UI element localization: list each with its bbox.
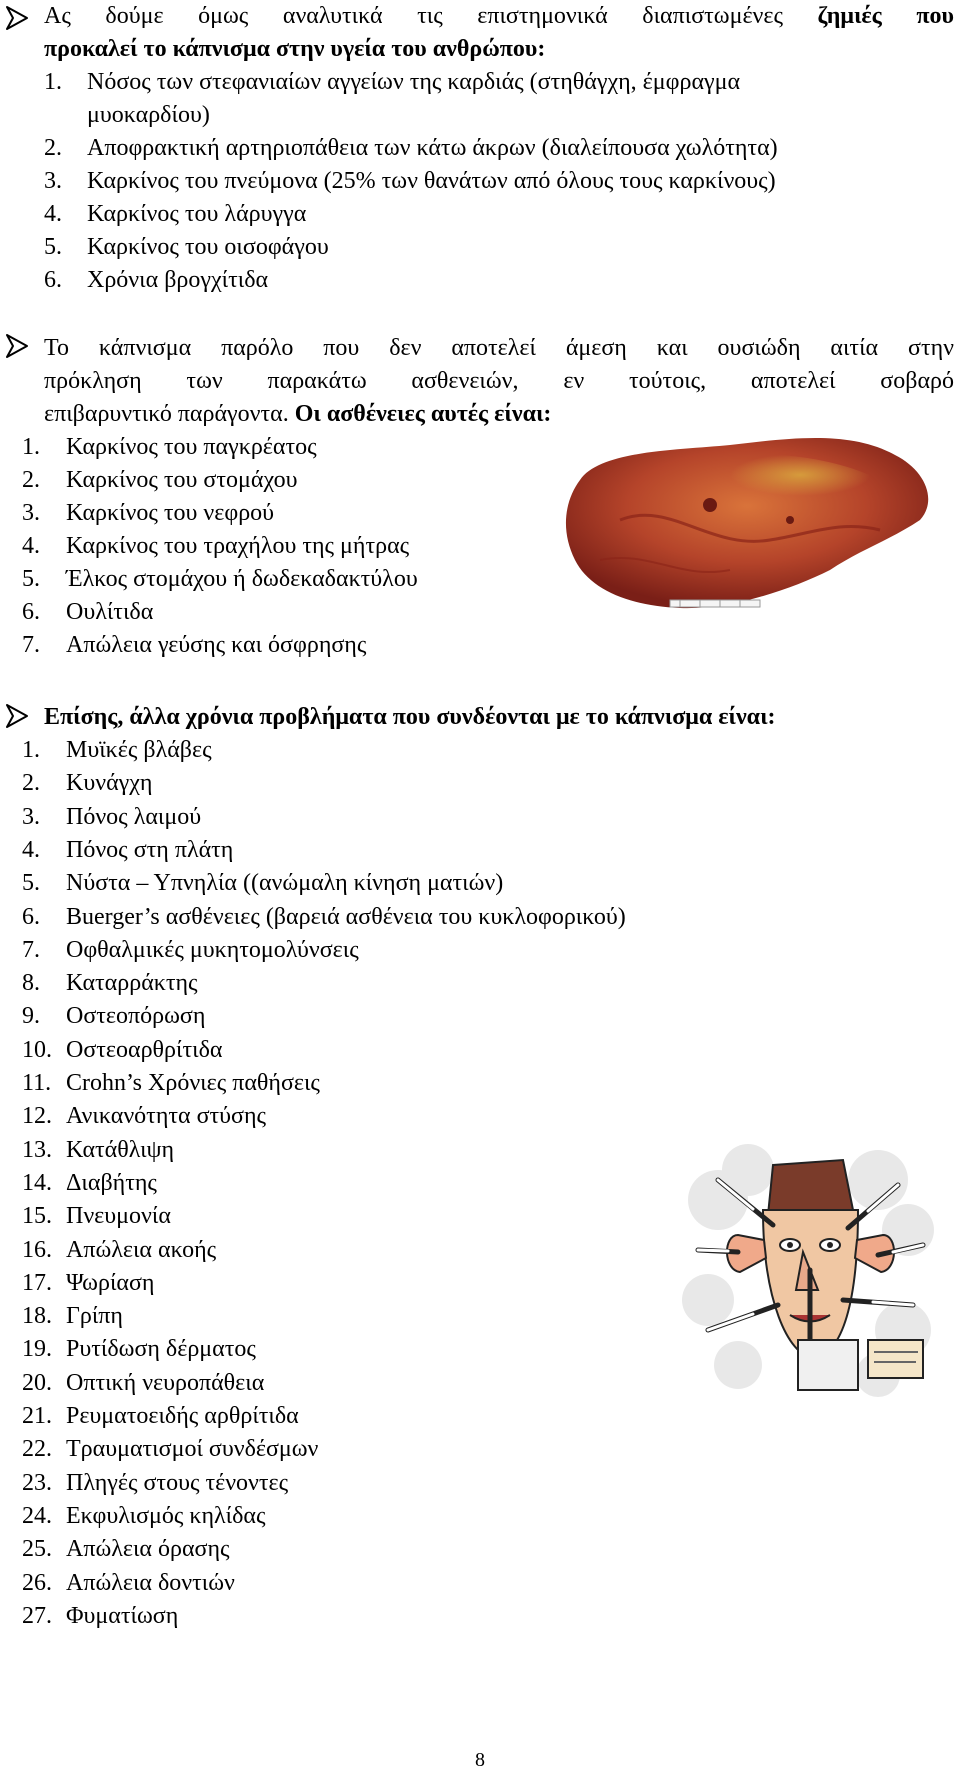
list-item-text: Έλκος στομάχου ή δωδεκαδακτύλου xyxy=(66,566,418,592)
paragraph-line: Το κάπνισμα παρόλο που δεν αποτελεί άμεση και ουσιώδη αιτία στην xyxy=(44,335,954,361)
list-item xyxy=(44,198,306,231)
paragraph-line: πρόκληση των παρακάτω ασθενειών, εν τούτοις, αποτελεί σοβαρό xyxy=(44,368,954,394)
list-item-number: 26. xyxy=(22,1569,52,1596)
list-item xyxy=(22,1000,205,1033)
intro-paragraph-line xyxy=(44,0,954,33)
list-item-number: 6. xyxy=(22,599,40,625)
list-item xyxy=(44,264,268,297)
list-item-text: Αποφρακτική αρτηριοπάθεια των κάτω άκρων (διαλείπουσα χωλότητα) xyxy=(87,135,778,161)
list-item-text: Φυματίωση xyxy=(66,1602,179,1629)
list-item-number: 7. xyxy=(22,936,40,963)
list-item-number: 23. xyxy=(22,1469,52,1496)
section-heading xyxy=(44,701,776,734)
bullet-arrow-icon xyxy=(4,4,30,32)
list-item xyxy=(22,1567,235,1600)
section-heading-text: Επίσης, άλλα χρόνια προβλήματα που συνδέονται με το κάπνισμα είναι: xyxy=(44,704,776,730)
list-item xyxy=(22,1167,157,1200)
list-item-number: 1. xyxy=(44,69,62,95)
list-item xyxy=(22,1067,320,1100)
list-item-number: 5. xyxy=(22,870,40,897)
list-item xyxy=(22,464,297,497)
list-item-number: 3. xyxy=(22,803,40,830)
list-item-number: 5. xyxy=(22,566,40,592)
bullet-arrow-icon xyxy=(4,702,30,730)
list-item xyxy=(22,1467,288,1500)
list-item-number: 3. xyxy=(44,168,62,194)
list-item-number: 18. xyxy=(22,1303,52,1330)
list-item-text: Οστεοαρθρίτιδα xyxy=(66,1036,223,1063)
list-item-number: 2. xyxy=(22,770,40,797)
list-item-number: 16. xyxy=(22,1236,52,1263)
list-item-text: Καταρράκτης xyxy=(66,970,198,997)
list-item-text: Ρυτίδωση δέρματος xyxy=(66,1336,256,1363)
list-item xyxy=(22,563,418,596)
list-item-text: Εκφυλισμός κηλίδας xyxy=(66,1502,266,1529)
list-item xyxy=(22,1200,171,1233)
list-item-text: Απώλεια δοντιών xyxy=(66,1569,235,1596)
intro-heading xyxy=(44,33,545,66)
list-item-text: Πνευμονία xyxy=(66,1203,171,1230)
damaged-liver-image xyxy=(560,430,940,630)
list-item xyxy=(22,1500,266,1533)
list-item-text: Καρκίνος του παγκρέατος xyxy=(66,434,317,460)
list-item-text: Καρκίνος του στομάχου xyxy=(66,467,298,493)
list-item-number: 3. xyxy=(22,500,40,526)
list-item xyxy=(22,596,153,629)
page-number: 8 xyxy=(475,1749,485,1771)
paragraph-text: επιβαρυντικό παράγοντα. xyxy=(44,401,295,427)
list-item-text: μυοκαρδίου) xyxy=(87,102,210,128)
intro-bold-text: ζημιές που xyxy=(817,3,954,29)
list-item xyxy=(22,1234,216,1267)
list-item-number: 4. xyxy=(44,201,62,227)
list-item-text: Κυνάγχη xyxy=(66,770,153,797)
list-item xyxy=(44,132,778,165)
list-item-text: Πληγές στους τένοντες xyxy=(66,1469,289,1496)
intro-bold-text: προκαλεί το κάπνισμα στην υγεία του ανθρώπου: xyxy=(44,36,546,62)
list-item xyxy=(22,834,233,867)
list-item-text: Buerger’s ασθένειες (βαρειά ασθένεια του κυκλοφορικού) xyxy=(66,903,626,930)
intro-text: Ας δούμε όμως αναλυτικά τις επιστημονικά διαπιστωμένες xyxy=(44,3,818,29)
list-item-text: Νόσος των στεφανιαίων αγγείων της καρδιάς (στηθάγχη, έμφραγμα xyxy=(87,69,741,95)
list-item-number: 7. xyxy=(22,632,40,658)
list-item xyxy=(22,867,503,900)
list-item xyxy=(44,66,740,99)
list-item xyxy=(22,431,317,464)
list-item-text: Καρκίνος του λάρυγγα xyxy=(87,201,307,227)
paragraph-line xyxy=(44,398,551,431)
list-item-text: Οφθαλμικές μυκητομολύνσεις xyxy=(66,936,359,963)
list-item xyxy=(44,99,210,132)
list-item-number: 2. xyxy=(44,135,62,161)
list-item-text: Καρκίνος του οισοφάγου xyxy=(87,234,329,260)
list-item xyxy=(22,530,409,563)
list-item xyxy=(22,1100,266,1133)
list-item xyxy=(22,1333,256,1366)
list-item xyxy=(22,1533,230,1566)
list-item-number: 4. xyxy=(22,836,40,863)
list-item xyxy=(22,934,359,967)
list-item xyxy=(22,734,212,767)
list-item-number: 10. xyxy=(22,1036,52,1063)
list-item-text: Καρκίνος του τραχήλου της μήτρας xyxy=(66,533,410,559)
list-item xyxy=(22,767,152,800)
list-item-text: Κατάθλιψη xyxy=(66,1136,175,1163)
list-item-number: 4. xyxy=(22,533,40,559)
bullet-arrow-icon xyxy=(4,332,30,360)
list-item-number: 1. xyxy=(22,434,40,460)
list-item-text: Διαβήτης xyxy=(66,1169,157,1196)
list-item-text: Ρευματοειδής αρθρίτιδα xyxy=(66,1403,299,1429)
list-item-number: 24. xyxy=(22,1502,52,1529)
list-item-number: 6. xyxy=(44,267,62,293)
list-item-number: 14. xyxy=(22,1169,52,1196)
list-item xyxy=(22,1600,178,1633)
list-item-number: 15. xyxy=(22,1203,52,1230)
list-item-number: 12. xyxy=(22,1103,52,1130)
list-item-text: Τραυματισμοί συνδέσμων xyxy=(66,1436,319,1463)
list-item xyxy=(22,1433,318,1466)
list-item-number: 6. xyxy=(22,903,40,930)
list-item-number: 21. xyxy=(22,1403,52,1429)
list-item-text: Οπτική νευροπάθεια xyxy=(66,1369,265,1396)
paragraph-bold-text: Οι ασθένειες αυτές είναι: xyxy=(294,401,552,427)
list-item-text: Πόνος λαιμού xyxy=(66,803,202,830)
list-item xyxy=(22,497,274,530)
list-item-text: Απώλεια γεύσης και όσφρησης xyxy=(66,632,367,658)
list-item-number: 11. xyxy=(22,1070,52,1096)
list-item-text: Καρκίνος του νεφρού xyxy=(66,500,275,526)
list-item-number: 13. xyxy=(22,1136,52,1163)
list-item-text: Μυϊκές βλάβες xyxy=(66,737,212,763)
list-item-text: Οστεοπόρωση xyxy=(66,1003,206,1030)
list-item-text: Ουλίτιδα xyxy=(66,599,154,625)
list-item-text: Γρίπη xyxy=(66,1303,123,1330)
list-item-number: 22. xyxy=(22,1436,52,1463)
list-item xyxy=(44,231,329,264)
list-item-number: 9. xyxy=(22,1003,40,1030)
list-item-text: Καρκίνος του πνεύμονα (25% των θανάτων από όλους τους καρκίνους) xyxy=(87,168,776,194)
smoker-cartoon-image xyxy=(678,1140,938,1400)
list-item-number: 17. xyxy=(22,1269,52,1296)
list-item xyxy=(22,1300,123,1333)
list-item-number: 2. xyxy=(22,467,40,493)
list-item-number: 25. xyxy=(22,1536,52,1563)
list-item-text: Crohn’s Χρόνιες παθήσεις xyxy=(66,1070,320,1096)
list-item-number: 5. xyxy=(44,234,62,260)
list-item xyxy=(22,1267,154,1300)
list-item-text: Ψωρίαση xyxy=(66,1269,155,1296)
list-item-number: 8. xyxy=(22,970,40,997)
list-item xyxy=(22,901,626,934)
list-item xyxy=(22,1034,222,1067)
list-item-number: 20. xyxy=(22,1369,52,1396)
list-item-number: 1. xyxy=(22,737,40,763)
list-item-text: Ανικανότητα στύσης xyxy=(66,1103,267,1130)
list-item xyxy=(22,629,366,662)
list-item-text: Πόνος στη πλάτη xyxy=(66,836,234,863)
list-item-number: 19. xyxy=(22,1336,52,1363)
list-item-text: Χρόνια βρογχίτιδα xyxy=(87,267,269,293)
list-item-number: 27. xyxy=(22,1602,52,1629)
list-item-text: Απώλεια ακοής xyxy=(66,1236,217,1263)
list-item xyxy=(22,1134,174,1167)
list-item xyxy=(22,1400,299,1433)
list-item xyxy=(22,1367,264,1400)
list-item xyxy=(22,801,201,834)
list-item-text: Απώλεια όρασης xyxy=(66,1536,230,1563)
list-item-text: Νύστα – Υπνηλία ((ανώμαλη κίνηση ματιών) xyxy=(66,870,504,897)
list-item xyxy=(22,967,198,1000)
list-item xyxy=(44,165,776,198)
